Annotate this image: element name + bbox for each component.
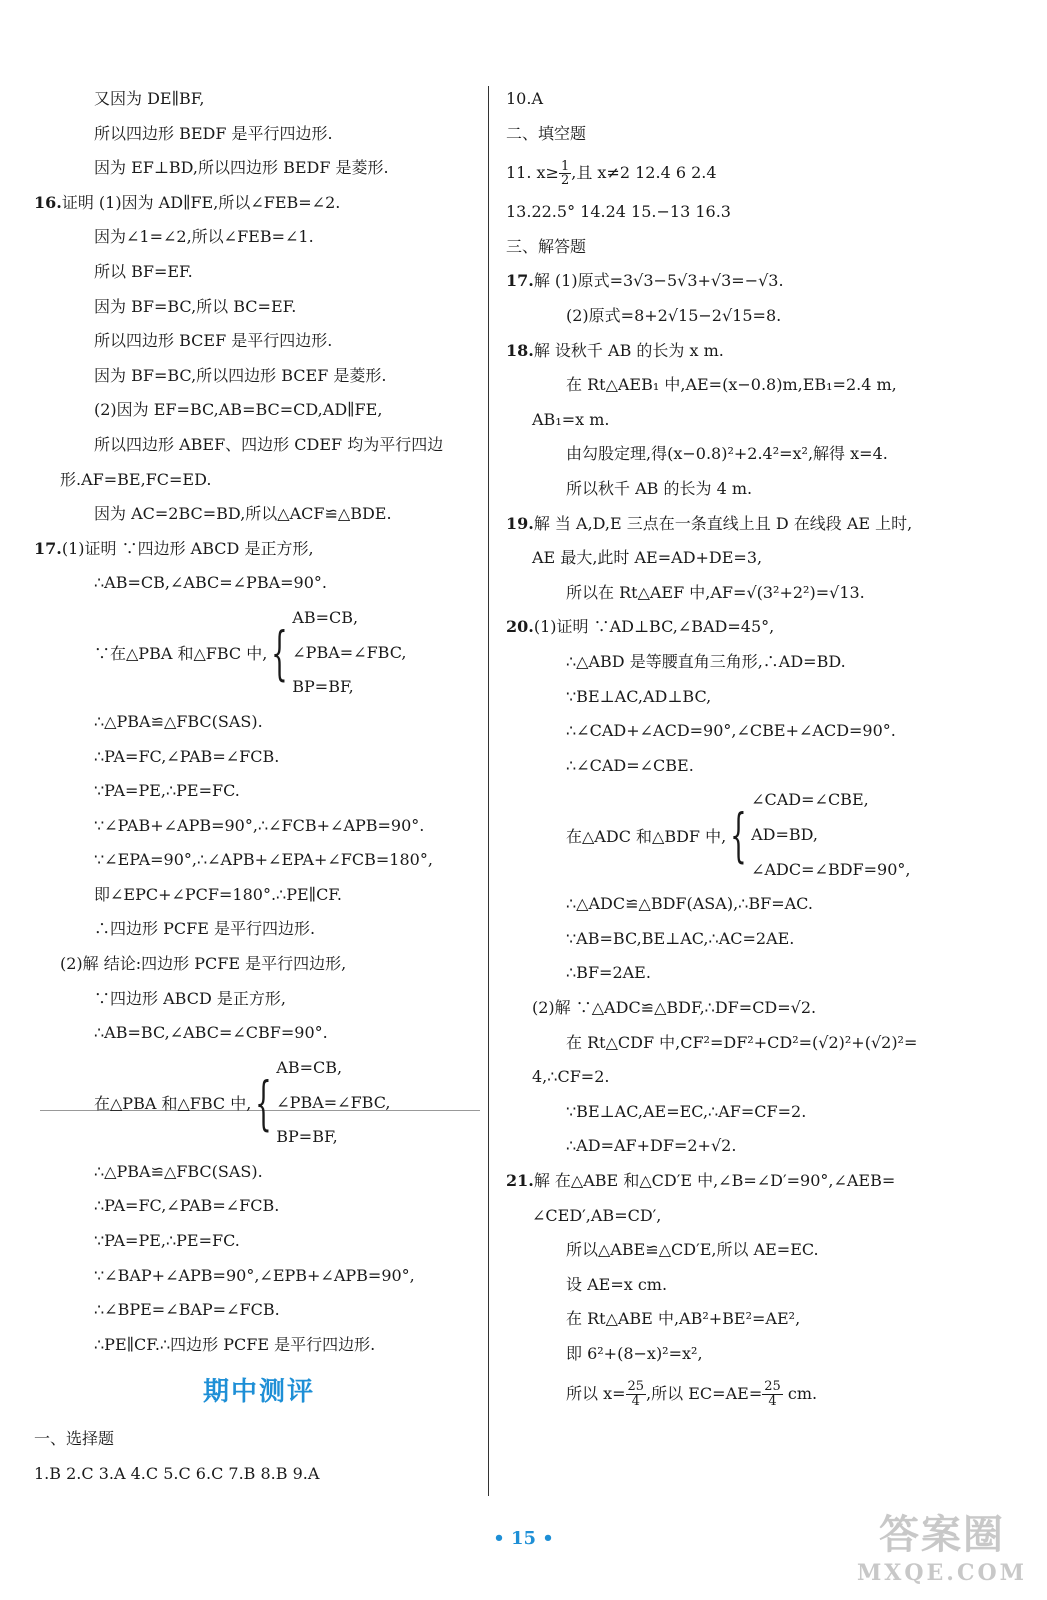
text-line: 即 6²+(8−x)²=x², bbox=[566, 1344, 703, 1363]
question-16-head bbox=[34, 186, 484, 221]
text-line: ∴△ABD 是等腰直角三角形,∴AD=BD. bbox=[566, 651, 846, 671]
text-line: ∴PE∥CF.∴四边形 PCFE 是平行四边形. bbox=[94, 1334, 376, 1354]
answer-10: 10.A bbox=[506, 89, 543, 108]
brace-lines bbox=[276, 1051, 390, 1155]
text-line: ∴△ADC≌△BDF(ASA),∴BF=AC. bbox=[566, 894, 813, 914]
text-line: 因为 BF=BC,所以 BC=EF. bbox=[94, 296, 297, 316]
fraction-numerator: 25 bbox=[627, 1378, 645, 1394]
fraction bbox=[626, 1380, 647, 1408]
question-21-head bbox=[506, 1164, 1016, 1199]
text-line: 因为 AC=2BC=BD,所以△ACF≌△BDE. bbox=[94, 504, 392, 524]
text-line: 又因为 DE∥BF, bbox=[94, 89, 205, 108]
section-heading: 二、填空题 bbox=[506, 123, 587, 143]
text-line: ∵AB=BC,BE⊥AC,∴AC=2AE. bbox=[566, 928, 795, 948]
text-line: AB₁=x m. bbox=[532, 409, 610, 429]
answer-text: 11. x≥ bbox=[506, 163, 559, 183]
brace-line: BP=BF, bbox=[292, 677, 354, 697]
question-19-head bbox=[506, 507, 1016, 542]
answer-13-16: 13.22.5° 14.24 15.−13 16.3 bbox=[506, 202, 731, 222]
text-line: 形.AF=BE,FC=ED. bbox=[60, 469, 212, 489]
brace-line: ∠PBA=∠FBC, bbox=[276, 1092, 391, 1112]
question-text: 解 在△ABE 和△CD′E 中,∠B=∠D′=90°,∠AEB= bbox=[533, 1171, 896, 1191]
fraction-denominator: 2 bbox=[560, 173, 570, 189]
text-line: 所以四边形 BCEF 是平行四边形. bbox=[94, 331, 333, 351]
text-line: ∵四边形 ABCD 是正方形, bbox=[94, 988, 286, 1008]
text-line: ∴AD=AF+DF=2+√2. bbox=[566, 1136, 737, 1156]
text-line: (2)解 结论:四边形 PCFE 是平行四边形, bbox=[60, 954, 347, 974]
text-line: (2)解 ∵△ADC≌△BDF,∴DF=CD=√2. bbox=[532, 998, 817, 1018]
text-line: 由勾股定理,得(x−0.8)²+2.4²=x²,解得 x=4. bbox=[566, 444, 888, 464]
text-line: ∵∠BAP+∠APB=90°,∠EPB+∠APB=90°, bbox=[94, 1265, 415, 1285]
text-line: 即∠EPC+∠PCF=180°.∴PE∥CF. bbox=[94, 884, 343, 904]
text-line: 所以秋千 AB 的长为 4 m. bbox=[566, 478, 753, 498]
text-line: ∴AB=BC,∠ABC=∠CBF=90°. bbox=[94, 1023, 328, 1043]
brace-system bbox=[506, 783, 1016, 887]
text-line: 因为 EF⊥BD,所以四边形 BEDF 是菱形. bbox=[94, 158, 389, 178]
text-line: ∠CED′,AB=CD′, bbox=[532, 1205, 662, 1225]
text-line: ∴∠CAD+∠ACD=90°,∠CBE+∠ACD=90°. bbox=[566, 721, 896, 741]
text-line: ∴AB=CB,∠ABC=∠PBA=90°. bbox=[94, 573, 327, 593]
text-line: ∴△PBA≌△FBC(SAS). bbox=[94, 711, 263, 731]
section-heading: 三、解答题 bbox=[506, 236, 587, 256]
section-heading: 一、选择题 bbox=[34, 1429, 115, 1449]
brace-system bbox=[34, 1051, 484, 1155]
text-line: ∵PA=PE,∴PE=FC. bbox=[94, 781, 240, 801]
question-20-head bbox=[506, 610, 1016, 645]
brace-lead: ∵在△PBA 和△FBC 中, bbox=[94, 644, 268, 664]
right-column bbox=[506, 82, 1016, 1416]
section-title: 期中测评 bbox=[202, 1377, 315, 1408]
question-text: 解 设秋千 AB 的长为 x m. bbox=[533, 340, 724, 360]
question-text: (1)证明 ∵AD⊥BC,∠BAD=45°, bbox=[533, 617, 775, 637]
brace-line: ∠PBA=∠FBC, bbox=[292, 642, 407, 662]
question-number: 20. bbox=[506, 617, 534, 637]
text-line: 因为 BF=BC,所以四边形 BCEF 是菱形. bbox=[94, 365, 387, 385]
fraction bbox=[762, 1380, 783, 1408]
brace-symbol: { bbox=[271, 618, 289, 687]
brace-line: AD=BD, bbox=[751, 824, 818, 844]
text-line: 因为∠1=∠2,所以∠FEB=∠1. bbox=[94, 227, 314, 247]
text-line: ∵∠EPA=90°,∴∠APB+∠EPA+∠FCB=180°, bbox=[94, 850, 433, 870]
fraction-denominator: 4 bbox=[631, 1393, 640, 1409]
fraction-denominator: 4 bbox=[768, 1393, 777, 1409]
question-17-head bbox=[506, 264, 1016, 299]
brace-lead: 在△ADC 和△BDF 中, bbox=[566, 826, 727, 846]
text-line: ∴PA=FC,∠PAB=∠FCB. bbox=[94, 1196, 280, 1216]
brace-line: AB=CB, bbox=[276, 1057, 343, 1077]
text-line: 在 Rt△CDF 中,CF²=DF²+CD²=(√2)²+(√2)²= bbox=[566, 1032, 918, 1052]
text-line: 设 AE=x cm. bbox=[566, 1274, 668, 1294]
brace-line: BP=BF, bbox=[276, 1127, 338, 1147]
text-line: ∴BF=2AE. bbox=[566, 963, 651, 983]
brace-line: AB=CB, bbox=[292, 608, 359, 628]
brace-line: ∠ADC=∠BDF=90°, bbox=[751, 859, 911, 879]
left-column bbox=[34, 82, 484, 1492]
question-text: (1)证明 ∵四边形 ABCD 是正方形, bbox=[61, 538, 314, 558]
text-line: 所以四边形 ABEF、四边形 CDEF 均为平行四边 bbox=[94, 434, 444, 454]
text-line: ∴∠CAD=∠CBE. bbox=[566, 755, 694, 775]
answer-11-12 bbox=[506, 151, 1016, 195]
question-number: 18. bbox=[506, 340, 534, 360]
answer-text: cm. bbox=[782, 1383, 818, 1403]
question-17-head bbox=[34, 532, 484, 567]
text-line: (2)原式=8+2√15−2√15=8. bbox=[566, 305, 782, 325]
fraction-numerator: 1 bbox=[560, 158, 570, 174]
brace-system bbox=[34, 601, 484, 705]
watermark-url: MXQE.COM bbox=[856, 1560, 1027, 1586]
question-number: 19. bbox=[506, 513, 534, 533]
brace-lines bbox=[292, 601, 406, 705]
text-line: ∵BE⊥AC,AD⊥BC, bbox=[566, 686, 712, 706]
text-line: (2)因为 EF=BC,AB=BC=CD,AD∥FE, bbox=[94, 400, 383, 420]
choice-answers: 1.B 2.C 3.A 4.C 5.C 6.C 7.B 8.B 9.A bbox=[34, 1464, 320, 1483]
brace-lines bbox=[751, 783, 910, 887]
fraction-numerator: 25 bbox=[764, 1378, 781, 1394]
brace-line: ∠CAD=∠CBE, bbox=[751, 790, 869, 810]
text-line: 所以 BF=EF. bbox=[94, 261, 193, 281]
question-text: 证明 (1)因为 AD∥FE,所以∠FEB=∠2. bbox=[61, 192, 341, 212]
question-number: 17. bbox=[34, 538, 62, 558]
question-text: 解 当 A,D,E 三点在一条直线上且 D 在线段 AE 上时, bbox=[533, 513, 913, 533]
text-line: ∴∠BPE=∠BAP=∠FCB. bbox=[94, 1300, 280, 1320]
watermark-logo bbox=[857, 1503, 1027, 1586]
question-18-head bbox=[506, 334, 1016, 369]
text-line: ∵∠PAB+∠APB=90°,∴∠FCB+∠APB=90°. bbox=[94, 815, 425, 835]
fraction bbox=[559, 160, 571, 188]
answer-text: ,所以 EC=AE= bbox=[646, 1383, 763, 1403]
brace-symbol: { bbox=[255, 1068, 273, 1137]
page-number: • 15 • bbox=[493, 1528, 554, 1549]
text-line: 4,∴CF=2. bbox=[532, 1067, 610, 1087]
final-answer-line bbox=[506, 1372, 1016, 1416]
text-line: 所以四边形 BEDF 是平行四边形. bbox=[94, 123, 333, 143]
text-line: ∴△PBA≌△FBC(SAS). bbox=[94, 1161, 263, 1181]
text-line: ∵BE⊥AC,AE=EC,∴AF=CF=2. bbox=[566, 1101, 807, 1121]
question-text: 解 (1)原式=3√3−5√3+√3=−√3. bbox=[533, 271, 784, 291]
text-line: AE 最大,此时 AE=AD+DE=3, bbox=[532, 548, 763, 568]
text-line: 所以△ABE≌△CD′E,所以 AE=EC. bbox=[566, 1240, 819, 1260]
text-line: ∵PA=PE,∴PE=FC. bbox=[94, 1231, 240, 1251]
column-divider bbox=[488, 86, 489, 1496]
brace-lead: 在△PBA 和△FBC 中, bbox=[94, 1094, 252, 1114]
text-line: ∴四边形 PCFE 是平行四边形. bbox=[94, 919, 316, 939]
answer-text: 所以 x= bbox=[566, 1383, 626, 1403]
question-number: 16. bbox=[34, 192, 62, 212]
question-number: 21. bbox=[506, 1171, 534, 1191]
text-line: ∴PA=FC,∠PAB=∠FCB. bbox=[94, 746, 280, 766]
text-line: 在 Rt△ABE 中,AB²+BE²=AE², bbox=[566, 1309, 801, 1329]
watermark-text: 答案圈 bbox=[878, 1511, 1005, 1558]
question-number: 17. bbox=[506, 271, 534, 291]
text-line: 所以在 Rt△AEF 中,AF=√(3²+2²)=√13. bbox=[566, 582, 865, 602]
answer-text: ,且 x≠2 12.4 6 2.4 bbox=[571, 163, 717, 183]
text-line: 在 Rt△AEB₁ 中,AE=(x−0.8)m,EB₁=2.4 m, bbox=[566, 375, 897, 395]
brace-symbol: { bbox=[730, 801, 747, 870]
